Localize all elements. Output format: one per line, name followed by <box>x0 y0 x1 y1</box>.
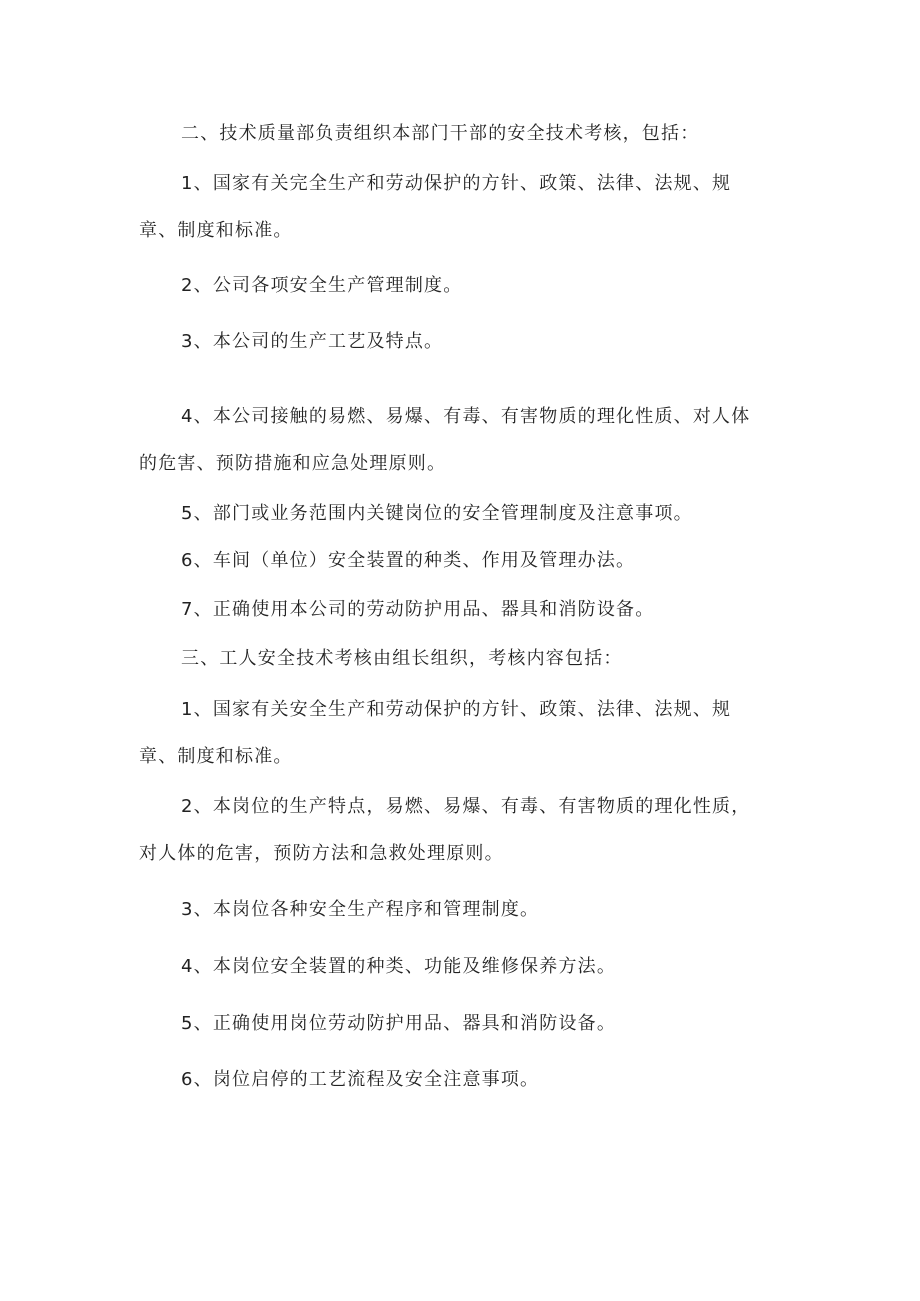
paragraph-line: 3、本公司的生产工艺及特点。 <box>181 331 444 352</box>
paragraph-line: 3、本岗位各种安全生产程序和管理制度。 <box>181 899 540 920</box>
paragraph-line: 1、国家有关安全生产和劳动保护的方针、政策、法律、法规、规 <box>181 699 732 720</box>
paragraph-line: 对人体的危害，预防方法和急救处理原则。 <box>139 843 504 864</box>
paragraph-line: 二、技术质量部负责组织本部门干部的安全技术考核，包括： <box>181 123 700 144</box>
paragraph-line: 2、本岗位的生产特点，易燃、易爆、有毒、有害物质的理化性质， <box>181 796 751 817</box>
list-item <box>139 1000 789 1047</box>
list-item <box>139 943 789 990</box>
list-item <box>139 586 789 633</box>
list-item <box>139 393 789 487</box>
paragraph-line: 4、本公司接触的易燃、易爆、有毒、有害物质的理化性质、对人体 <box>181 406 751 427</box>
paragraph-line: 三、工人安全技术考核由组长组织，考核内容包括： <box>181 648 623 669</box>
section-heading-3 <box>139 635 789 682</box>
list-item <box>139 537 789 584</box>
paragraph-line: 章、制度和标准。 <box>139 746 293 767</box>
list-item <box>139 490 789 537</box>
list-item <box>139 318 789 365</box>
list-item <box>139 783 789 877</box>
paragraph-line: 1、国家有关完全生产和劳动保护的方针、政策、法律、法规、规 <box>181 173 732 194</box>
section-heading-2 <box>139 110 789 157</box>
paragraph-line: 2、公司各项安全生产管理制度。 <box>181 275 463 296</box>
list-item <box>139 886 789 933</box>
paragraph-line: 5、正确使用岗位劳动防护用品、器具和消防设备。 <box>181 1013 617 1034</box>
list-item <box>139 160 789 254</box>
paragraph-line: 4、本岗位安全装置的种类、功能及维修保养方法。 <box>181 956 617 977</box>
list-item <box>139 686 789 780</box>
paragraph-line: 章、制度和标准。 <box>139 220 293 241</box>
paragraph-line: 7、正确使用本公司的劳动防护用品、器具和消防设备。 <box>181 599 655 620</box>
paragraph-line: 6、车间（单位）安全装置的种类、作用及管理办法。 <box>181 550 636 571</box>
list-item <box>139 1056 789 1103</box>
paragraph-line: 的危害、预防措施和应急处理原则。 <box>139 453 447 474</box>
paragraph-line: 6、岗位启停的工艺流程及安全注意事项。 <box>181 1069 540 1090</box>
paragraph-line: 5、部门或业务范围内关键岗位的安全管理制度及注意事项。 <box>181 503 693 524</box>
list-item <box>139 262 789 309</box>
